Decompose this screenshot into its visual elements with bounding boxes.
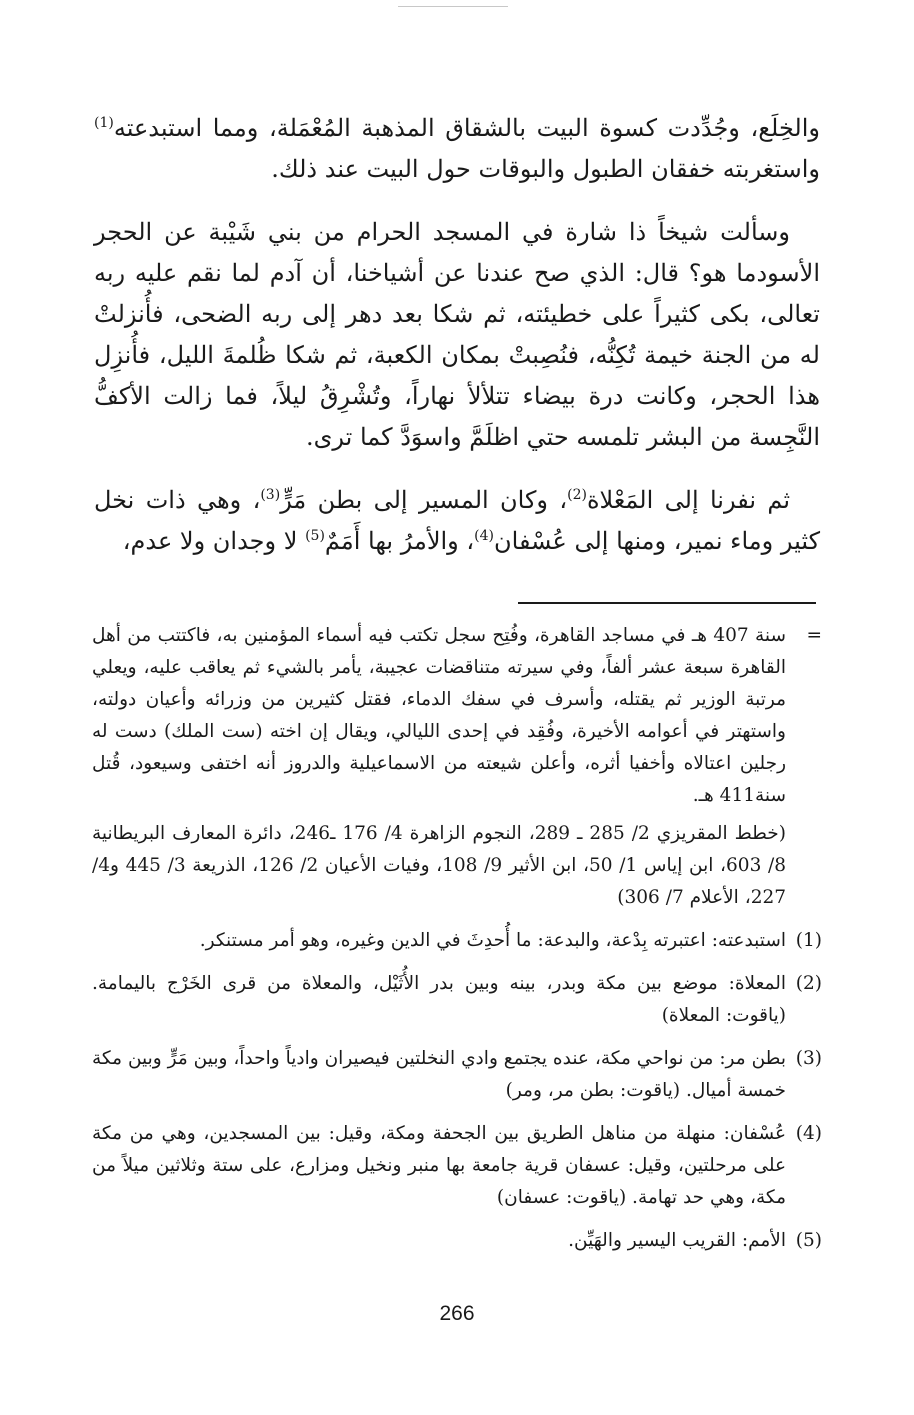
header-rule: [398, 6, 508, 7]
footnote-body: [92, 620, 786, 920]
footnote-body: [92, 968, 786, 1038]
footnote-references: (خطط المقريزي 2/ 285 ـ 289، النجوم الزاهرة 4/ 176 ـ246، دائرة المعارف البريطانية 8/ 603، ابن إياس 1/ 50، ابن الأثير 9/ 108، وفيات الأعيان 2/ 126، الذريعة 3/ 445 و4/ 227، الأعلام 7/ 306): [92, 823, 787, 908]
paragraph-1: [94, 108, 820, 190]
text-run: ، والأمرُ بها أَمَمٌ: [324, 527, 475, 555]
text-run: واستغربته خفقان الطبول والبوقات حول البيت عند ذلك.: [271, 155, 820, 183]
footnotes: [92, 620, 822, 1268]
text-run: ثم نفرنا إلى المَعْلاة: [586, 486, 791, 514]
footnote-body: [92, 1225, 786, 1263]
footnote-body: [92, 925, 786, 963]
footnote-ref-3: (3): [260, 487, 281, 503]
footnote-marker: (2): [795, 973, 822, 994]
footnote-continued: [92, 620, 822, 920]
paragraph-3: [94, 480, 820, 562]
main-text: [94, 108, 820, 584]
footnote-ref-1: (1): [94, 115, 114, 131]
paragraph-2: [94, 212, 820, 458]
footnote-text: المعلاة: موضع بين مكة وبدر، بينه وبين بدر الأُثَيْل، والمعلاة من قرى الخَرْج باليمامة. (ياقوت: المعلاة): [92, 973, 786, 1026]
text-run: ، وهي ذات نخل كثير وماء نمير، ومنها إلى عُسْفان: [94, 486, 820, 555]
footnote-2: [92, 968, 822, 1038]
page-number: 266: [439, 1302, 475, 1325]
footnote-1: [92, 925, 822, 963]
footnote-marker: (4): [795, 1123, 822, 1144]
footnote-marker: (5): [795, 1230, 822, 1251]
footnote-4: [92, 1118, 822, 1220]
footnote-ref-2: (2): [567, 487, 587, 503]
footnote-3: [92, 1043, 822, 1113]
footnote-marker: (1): [795, 930, 822, 951]
footnote-text: عُسْفان: منهلة من مناهل الطريق بين الجحفة ومكة، وقيل: بين المسجدين، وهي من مكة على مرحلتين، وقيل: عسفان قرية جامعة بها منبر ونخيل ومزارع، على ستة وثلاثين ميلاً من مكة، وهي حد تهامة. (ياقوت: عسفان): [92, 1123, 786, 1208]
footnote-marker: =: [806, 625, 822, 646]
footnote-body: [92, 1043, 786, 1113]
text-run: وسألت شيخاً ذا شارة في المسجد الحرام من بني شَيْبة عن الحجر الأسودما هو؟ قال: الذي صح عندنا عن أشياخنا، أن آدم لما نقم عليه ربه تعالى، بكى كثيراً على خطيئته، ثم شكا بعد دهر إلى ربه الضحى، فأُنزلتْ له من الجنة خيمة تُكِنُّه، فنُصِبتْ بمكان الكعبة، ثم شكا ظُلمةَ الليل، فأُنزِل هذا الحجر، وكانت درة بيضاء تتلألأ نهاراً، وتُشْرِقُ ليلاً، فما زالت الأكفُّ النَّجِسة من البشر تلمسه حتي اظلَمَّ واسوَدَّ كما ترى.: [94, 218, 820, 451]
footnote-separator: [518, 602, 816, 604]
footnote-body: [92, 1118, 786, 1220]
footnote-marker: (3): [795, 1048, 822, 1069]
footnote-5: [92, 1225, 822, 1263]
footnote-text: سنة 407 هـ في مساجد القاهرة، وفُتِح سجل تكتب فيه أسماء المؤمنين به، فاكتتب من أهل القاهرة سبعة عشر ألفاً، وفي سيرته متناقضات عجيبة، يأمر بالشيء ثم يعاقب عليه، ويعلي مرتبة الوزير ثم يقتله، وأسرف في سفك الدماء، فقتل كثيرين من وزرائه وأعيان دولته، واستهتر في أعوامه الأخيرة، وفُقِد في إحدى الليالي، ويقال إن اخته (ست الملك) دست له رجلين اعتالاه وأخفيا أثره، وأعلن شيعته من الاسماعيلية والدروز أنه اختفى وسيعود، قُتل سنة411 هـ.: [92, 625, 786, 806]
footnote-text: بطن مر: من نواحي مكة، عنده يجتمع وادي النخلتين فيصيران وادياً واحداً، وبين مَرٍّ وبين مكة خمسة أميال. (ياقوت: بطن مر، ومر): [92, 1048, 786, 1101]
footnote-ref-4: (4): [474, 528, 495, 544]
text-run: ، وكان المسير إلى بطن مَرٍّ: [280, 486, 568, 514]
text-run: لا وجدان ولا عدم،: [122, 527, 306, 555]
footnote-ref-5: (5): [305, 528, 325, 544]
text-run: والخِلَع، وجُدِّدت كسوة البيت بالشقاق المذهبة المُعْمَلة، ومما استبدعته: [113, 114, 820, 142]
footnote-text: الأمم: القريب اليسير والهَيِّن.: [568, 1230, 786, 1251]
footnote-text: استبدعته: اعتبرته بِدْعة، والبدعة: ما أُحدِثَ في الدين وغيره، وهو أمر مستنكر.: [199, 930, 786, 951]
